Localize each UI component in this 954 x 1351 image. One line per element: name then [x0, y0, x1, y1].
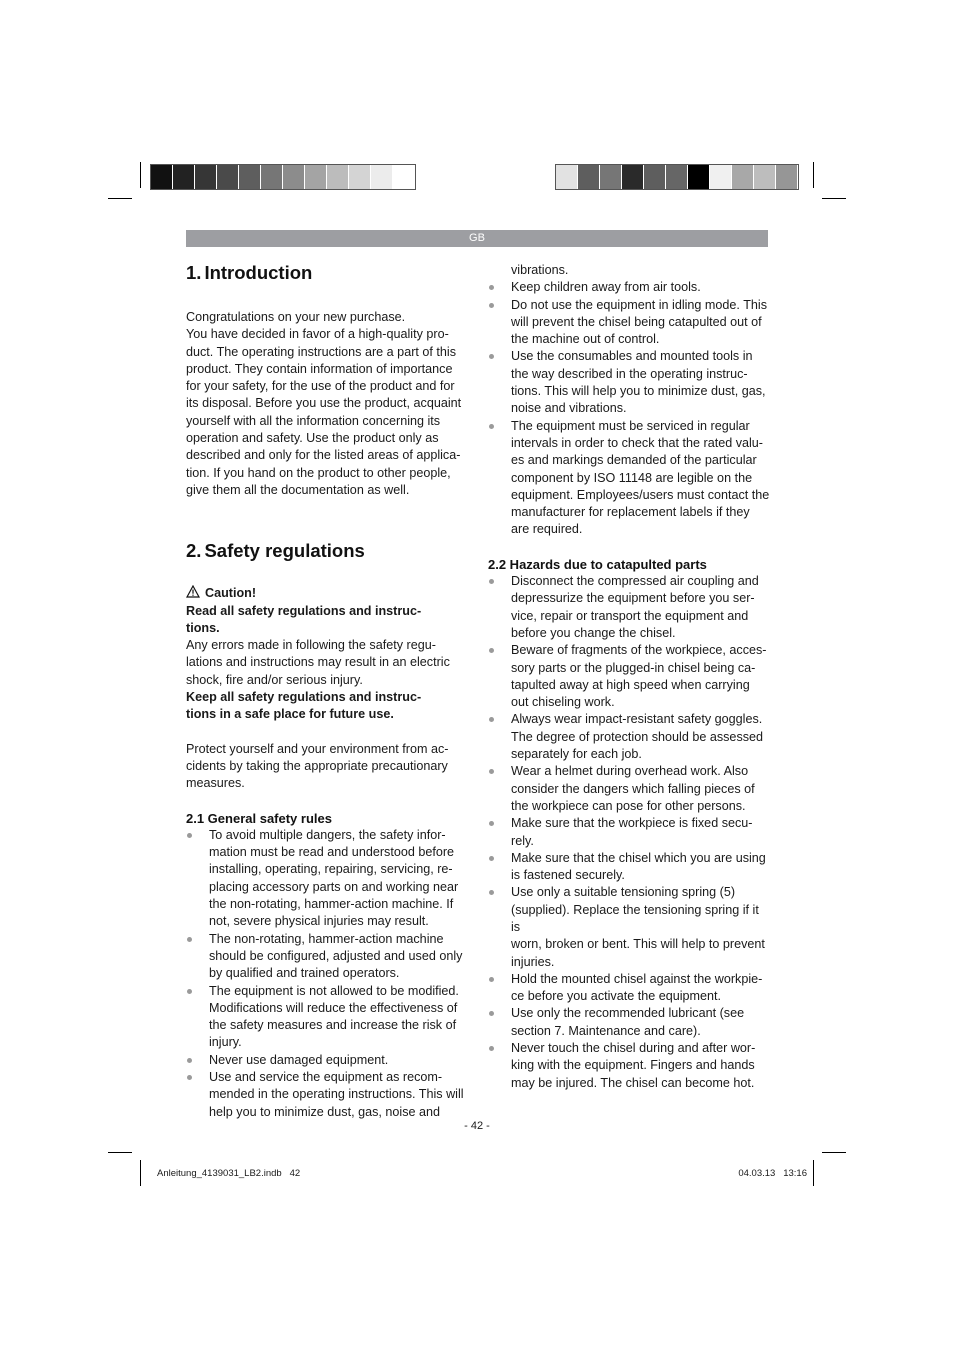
continued-text: vibrations. — [511, 263, 569, 277]
text-line: Disconnect the compressed air coupling and — [511, 574, 759, 589]
file-slug: Anleitung_4139031_LB2.indb 42 — [157, 1168, 301, 1179]
text-line: Do not use the equipment in idling mode. This — [511, 297, 767, 312]
text-line: are required. — [511, 522, 583, 537]
text-line: Hold the mounted chisel against the workpie- — [511, 971, 763, 986]
text-line: Keep children away from air tools. — [511, 280, 701, 295]
text-line: the non-rotating, hammer-action machine. If — [209, 897, 454, 912]
hazards-list — [488, 573, 770, 1092]
date-slug: 04.03.13 13:16 — [738, 1168, 807, 1179]
bullet-item — [186, 1069, 471, 1121]
hazards-heading: 2.2 Hazards due to catapulted parts — [488, 556, 707, 572]
text-line: section 7. Maintenance and care). — [511, 1023, 701, 1038]
bullet-item — [186, 827, 471, 931]
bullet-item — [488, 297, 770, 349]
text-line: The degree of protection should be assessed — [511, 729, 764, 744]
text-line: Modifications will reduce the effectiveness of — [209, 1000, 458, 1015]
crop-mark — [813, 162, 814, 188]
color-swatch — [151, 165, 173, 189]
bullet-item — [488, 971, 770, 1006]
crop-mark — [822, 198, 846, 199]
text-line: Never use damaged equipment. — [209, 1052, 389, 1067]
text-line: tions. — [186, 620, 220, 635]
text-line: out chiseling work. — [511, 695, 615, 710]
intro-heading: 1. Introduction — [186, 262, 313, 283]
bullet-item — [488, 1040, 770, 1092]
general-list — [186, 827, 471, 1121]
text-line: es and markings demanded of the particular — [511, 453, 757, 468]
text-line: Congratulations on your new purchase. — [186, 310, 406, 324]
text-line: (supplied). Replace the tensioning spring if it is — [511, 902, 759, 934]
crop-mark — [822, 1152, 846, 1153]
right-column — [488, 262, 770, 1092]
text-line: Protect yourself and your environment from ac- — [186, 741, 449, 756]
text-line: the way described in the operating instruc- — [511, 366, 748, 381]
text-line: help you to minimize dust, gas, noise and — [209, 1104, 441, 1119]
text-line: by qualified and trained operators. — [209, 966, 400, 981]
text-line: vice, repair or transport the equipment and — [511, 608, 749, 623]
text-line: consider the dangers which falling pieces of — [511, 781, 755, 796]
color-swatch — [173, 165, 195, 189]
crop-mark — [813, 1160, 814, 1186]
bullet-item — [488, 815, 770, 850]
text-line: The equipment is not allowed to be modified. — [209, 983, 459, 998]
read-all-text — [186, 603, 471, 638]
bullet-item — [488, 642, 770, 711]
color-swatch — [688, 165, 710, 189]
crop-mark — [108, 198, 132, 199]
page-number: - 42 - — [464, 1120, 490, 1132]
text-line: duct. The operating instructions are a part of this — [186, 344, 456, 359]
bullet-item — [488, 850, 770, 885]
text-line: placing accessory parts on and working near — [209, 879, 459, 894]
color-swatch — [371, 165, 393, 189]
text-line: Always wear impact-resistant safety goggles. — [511, 712, 763, 727]
text-line: should be configured, adjusted and used only — [209, 948, 463, 963]
text-line: Wear a helmet during overhead work. Also — [511, 764, 749, 779]
text-line: tion. If you hand on the product to other people, — [186, 465, 451, 480]
text-line: shock, fire and/or serious injury. — [186, 672, 363, 687]
bullet-item — [186, 1052, 471, 1069]
text-line: The non-rotating, hammer-action machine — [209, 931, 444, 946]
color-swatch — [578, 165, 600, 189]
text-line: not, severe physical injuries may result. — [209, 914, 429, 929]
text-line: ce before you activate the equipment. — [511, 989, 722, 1004]
bullet-item — [488, 1005, 770, 1040]
text-line: Keep all safety regulations and instruc- — [186, 690, 422, 705]
text-line: measures. — [186, 776, 245, 791]
color-swatch — [305, 165, 327, 189]
text-line: Use only a suitable tensioning spring (5) — [511, 885, 736, 900]
text-line: To avoid multiple dangers, the safety infor- — [209, 827, 446, 842]
color-swatch — [261, 165, 283, 189]
caution-label: Caution! — [186, 585, 471, 602]
color-swatch — [666, 165, 688, 189]
text-line: intervals in order to check that the rated valu- — [511, 435, 764, 450]
text-line: yourself with all the information concerning its — [186, 413, 441, 428]
bullet-item — [488, 711, 770, 763]
bullet-item — [488, 763, 770, 815]
text-line: the workpiece can pose for other persons. — [511, 798, 746, 813]
text-line: rely. — [511, 833, 534, 848]
crop-mark — [108, 1152, 132, 1153]
text-line: Use and service the equipment as recom- — [209, 1069, 443, 1084]
text-line: the safety measures and increase the risk of — [209, 1018, 457, 1033]
text-line: may be injured. The chisel can become hot. — [511, 1075, 755, 1090]
text-line: mended in the operating instructions. This will — [209, 1087, 464, 1102]
text-line: tions. This will help you to minimize dust, gas, — [511, 384, 766, 399]
protect-text — [186, 741, 471, 793]
color-bar-right — [555, 164, 799, 190]
text-line: Read all safety regulations and instruc- — [186, 603, 422, 618]
text-line: tions in a safe place for future use. — [186, 707, 394, 722]
color-swatch — [393, 165, 415, 189]
text-line: mation must be read and understood before — [209, 845, 455, 860]
text-line: cidents by taking the appropriate precautionary — [186, 758, 448, 773]
color-swatch — [776, 165, 798, 189]
bullet-item — [488, 348, 770, 417]
safety-heading: 2. Safety regulations — [186, 540, 365, 562]
text-line: Any errors made in following the safety regu- — [186, 638, 436, 653]
color-bar-left — [150, 164, 416, 190]
text-line: its disposal. Before you use the product, acquaint — [186, 396, 462, 411]
color-swatch — [556, 165, 578, 189]
text-line: before you change the chisel. — [511, 625, 676, 640]
crop-mark — [140, 1160, 141, 1186]
language-label: GB — [469, 232, 485, 244]
keep-text — [186, 689, 471, 724]
text-line: equipment. Employees/users must contact the — [511, 487, 770, 502]
text-line: Use the consumables and mounted tools in — [511, 349, 753, 364]
text-line: Beware of fragments of the workpiece, acces- — [511, 643, 767, 658]
text-line: depressurize the equipment before you ser- — [511, 591, 755, 606]
general-list-continued — [488, 279, 770, 538]
color-swatch — [732, 165, 754, 189]
color-swatch — [217, 165, 239, 189]
color-swatch — [195, 165, 217, 189]
bullet-item — [488, 279, 770, 296]
color-swatch — [644, 165, 666, 189]
text-line: manufacturer for replacement labels if they — [511, 505, 750, 520]
color-swatch — [710, 165, 732, 189]
text-line: Use only the recommended lubricant (see — [511, 1006, 745, 1021]
text-line: tapulted away at high speed when carrying — [511, 677, 750, 692]
warning-icon — [186, 585, 200, 598]
text-line: product. They contain information of importance — [186, 361, 453, 376]
bullet-item — [488, 418, 770, 539]
bullet-item — [186, 931, 471, 983]
text-line: operation and safety. Use the product only as — [186, 431, 439, 446]
general-heading: 2.1 General safety rules — [186, 810, 332, 826]
color-swatch — [239, 165, 261, 189]
text-line: will prevent the chisel being catapulted out of — [511, 314, 762, 329]
text-line: the machine out of control. — [511, 332, 660, 347]
color-swatch — [754, 165, 776, 189]
errors-text — [186, 637, 471, 689]
text-line: installing, operating, repairing, servicing, re- — [209, 862, 453, 877]
color-swatch — [283, 165, 305, 189]
text-line: is fastened securely. — [511, 868, 625, 883]
crop-mark — [140, 162, 141, 188]
text-line: worn, broken or bent. This will help to prevent — [511, 937, 765, 952]
color-swatch — [349, 165, 371, 189]
text-line: king with the equipment. Fingers and hands — [511, 1058, 755, 1073]
bullet-item — [488, 884, 770, 970]
text-line: Never touch the chisel during and after wor- — [511, 1041, 756, 1056]
bullet-item — [488, 573, 770, 642]
text-line: Make sure that the chisel which you are using — [511, 850, 766, 865]
text-line: for your safety, for the use of the product and for — [186, 379, 455, 394]
language-bar — [186, 230, 768, 247]
text-line: Make sure that the workpiece is fixed secu- — [511, 816, 753, 831]
color-swatch — [622, 165, 644, 189]
text-line: The equipment must be serviced in regular — [511, 418, 750, 433]
bullet-item — [186, 983, 471, 1052]
text-line: You have decided in favor of a high-quality pro- — [186, 327, 449, 342]
text-line: sory parts or the plugged-in chisel being ca- — [511, 660, 756, 675]
color-swatch — [600, 165, 622, 189]
text-line: noise and vibrations. — [511, 401, 627, 416]
text-line: injury. — [209, 1035, 242, 1050]
left-column — [186, 261, 471, 1121]
text-line: described and only for the listed areas of applica- — [186, 448, 461, 463]
text-line: lations and instructions may result in an electric — [186, 655, 450, 670]
intro-text — [186, 309, 471, 499]
color-swatch — [327, 165, 349, 189]
text-line: injuries. — [511, 954, 555, 969]
text-line: give them all the documentation as well. — [186, 482, 410, 497]
text-line: component by ISO 11148 are legible on the — [511, 470, 753, 485]
text-line: separately for each job. — [511, 747, 642, 762]
